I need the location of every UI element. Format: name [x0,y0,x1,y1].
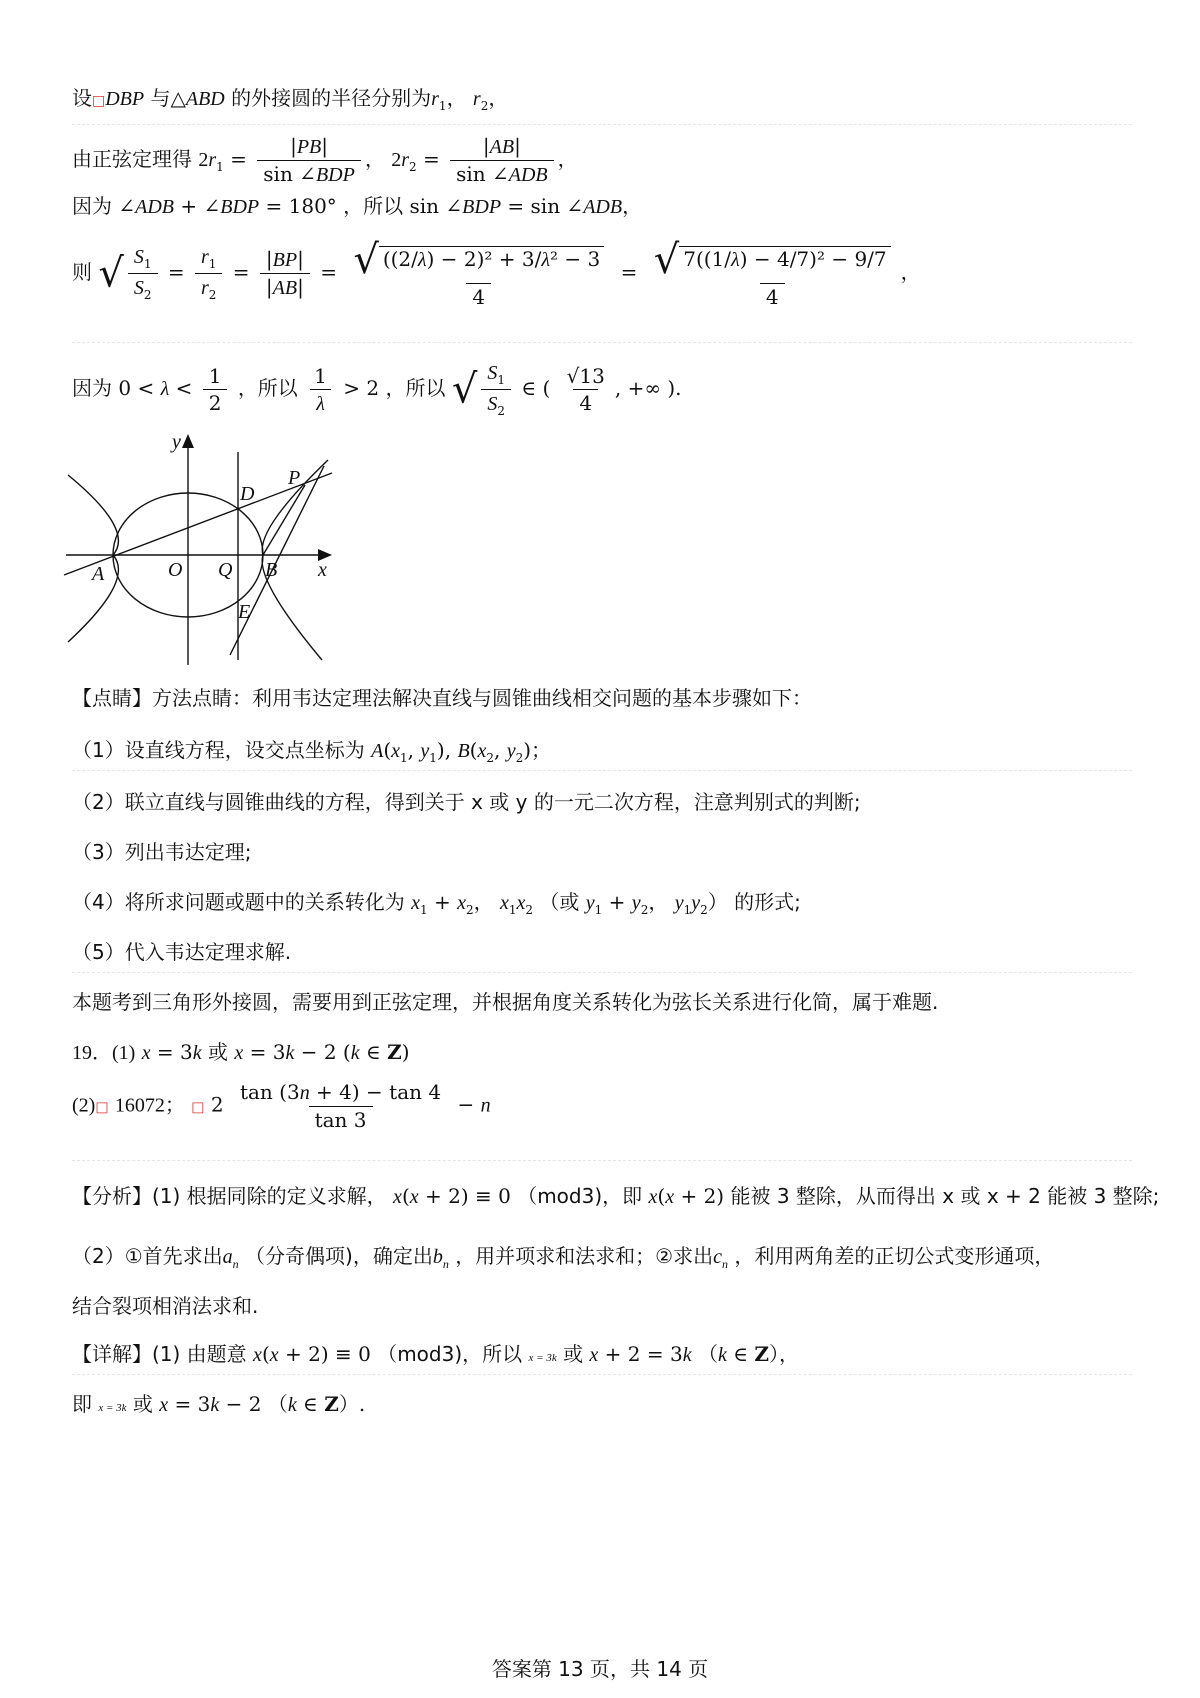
y-axis-arrow-icon [182,434,194,448]
q19-part-1: 19．(1) x = 3k 或 x = 3k − 2 (k ∈ Z) [72,1040,410,1064]
summary: 本题考到三角形外接圆，需要用到正弦定理，并根据角度关系转化为弦长关系进行化简，属于难题. [72,990,939,1014]
separator [72,972,1132,973]
label-e: E [238,601,251,623]
text-line-2: 由正弦定理得 $2r_1$ = $\frac{|PB|}{\text{sin ∠BDP}}$ ， $2r_2$ = $\frac{|AB|}{\text{sin ∠ADB}}$ ， [72,134,578,186]
label-y: y [172,431,181,453]
label-d: D [240,483,255,505]
step-4: （4）将所求问题或题中的关系转化为 $x_1 + x_2$， $x_1x_2$ （或 $y_1 + y_2$， $y_1y_2$） 的形式; [72,890,801,917]
separator [72,1374,1132,1375]
analysis-1: 【分析】(1) 根据同除的定义求解， x(x + 2) ≡ 0 （mod3)，即 x(x + 2) 能被 3 整除，从而得出 x 或 x + 2 能被 3 整除; [72,1184,1160,1208]
separator [72,770,1132,771]
label-b: B [265,559,278,581]
line-bp [263,485,305,555]
step-5: （5）代入韦达定理求解. [72,940,292,964]
hyperbola-left-branch [68,475,118,642]
detail-2: 即 x = 3k 或 x = 3k − 2 （k ∈ Z）. [72,1392,366,1416]
step-3: （3）列出韦达定理; [72,840,252,864]
text-line-3: 因为 ∠ADB + ∠BDP = 180° ，所以 sin ∠BDP = sin ∠ADB， [72,194,643,218]
label-o: O [168,559,183,581]
text-line-4: 则 √ $\frac{S_1}{S_2}$ = $\frac{r_1}{r_2}$ = $\frac{|BP|}{|AB|}$ = $\frac{\text{√ ((2/λ) − 2)² + 3/λ² − 3}}{4}$ = $\frac{\text{√ 7((1/λ) − 4/7)² − 9/7}}{4}$ ， [72,237,921,309]
text-line-5: 因为 0 < λ < $\frac{1}{2}$ ，所以 $\frac{1}{\lambda}$ > 2 ，所以 √ $\frac{S_1}{S_2}$ ∈ ( $\frac{√13}{4}$ , +∞ ). [72,362,682,418]
conic-figure [60,430,350,670]
label-p: P [288,467,301,489]
label-x: x [318,559,327,581]
page-footer: 答案第 13 页，共 14 页 [491,1657,709,1681]
label-a: A [92,563,105,585]
analysis-2: （2）①首先求出$a_n$ （分奇偶项)，确定出$b_n$ ，用并项求和法求和；②求出$c_n$ ，利用两角差的正切公式变形通项， [72,1244,1055,1271]
q19-part-2: (2)□ 16072； □ 2 $\frac{\tan (3n + 4) - \tan 4}{\tan 3}$ − n [72,1080,491,1132]
analysis-3: 结合裂项相消法求和. [72,1294,259,1318]
step-1: （1）设直线方程，设交点坐标为 $A(x_1$, $y_1$), $B(x_2$, $y_2$)； [72,738,552,765]
step-2: （2）联立直线与圆锥曲线的方程，得到关于 x 或 y 的一元二次方程，注意判别式的判断; [72,790,861,814]
text-line-1: 设□DBP 与△ABD 的外接圆的半径分别为$r_1$， $r_2$， [72,86,509,113]
separator [72,1160,1132,1161]
separator [72,124,1132,125]
label-q: Q [218,559,233,581]
dianjing-heading: 【点睛】方法点睛：利用韦达定理法解决直线与圆锥曲线相交问题的基本步骤如下： [72,686,812,710]
detail-1: 【详解】(1) 由题意 x(x + 2) ≡ 0 （mod3)，所以 x = 3k 或 x + 2 = 3k （k ∈ Z）， [72,1342,799,1366]
separator [72,342,1132,343]
